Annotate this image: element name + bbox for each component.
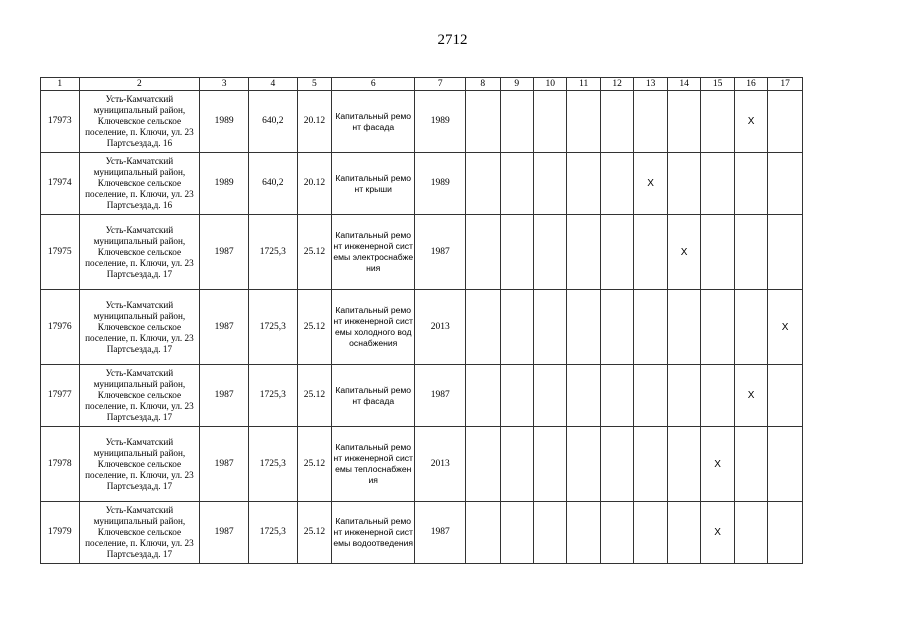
work-type: Капитальный ремонт инженерной системы теплоснабжения <box>332 427 415 502</box>
empty-cell <box>466 91 500 153</box>
empty-cell <box>734 502 767 564</box>
build-year: 1987 <box>200 290 249 365</box>
record-id: 17976 <box>41 290 80 365</box>
value-cell: 25.12 <box>297 290 331 365</box>
work-year: 1987 <box>415 365 466 427</box>
column-number-header: 1 <box>41 78 80 91</box>
table-row <box>41 427 803 502</box>
value-cell: 25.12 <box>297 215 331 290</box>
empty-cell <box>734 290 767 365</box>
address-cell: Усть-Камчатский муниципальный район, Ключевское сельское поселение, п. Ключи, ул. 23 Партсъезда,д. 17 <box>79 215 200 290</box>
mark-cell: X <box>634 153 667 215</box>
empty-cell <box>667 427 700 502</box>
empty-cell <box>634 290 667 365</box>
column-number-header: 17 <box>768 78 803 91</box>
empty-cell <box>768 153 803 215</box>
work-type: Капитальный ремонт фасада <box>332 365 415 427</box>
empty-cell <box>667 153 700 215</box>
mark-cell: X <box>701 427 734 502</box>
empty-cell <box>466 215 500 290</box>
area-cell: 1725,3 <box>248 365 297 427</box>
column-number-header: 13 <box>634 78 667 91</box>
value-cell: 25.12 <box>297 365 331 427</box>
record-id: 17974 <box>41 153 80 215</box>
empty-cell <box>567 91 600 153</box>
table-body <box>41 78 803 564</box>
empty-cell <box>534 502 567 564</box>
column-number-header: 10 <box>534 78 567 91</box>
area-cell: 1725,3 <box>248 290 297 365</box>
build-year: 1987 <box>200 502 249 564</box>
address-cell: Усть-Камчатский муниципальный район, Ключевское сельское поселение, п. Ключи, ул. 23 Партсъезда,д. 17 <box>79 365 200 427</box>
table-row <box>41 153 803 215</box>
empty-cell <box>734 427 767 502</box>
column-number-header: 15 <box>701 78 734 91</box>
mark-cell: X <box>768 290 803 365</box>
empty-cell <box>634 365 667 427</box>
column-number-header: 14 <box>667 78 700 91</box>
empty-cell <box>768 427 803 502</box>
empty-cell <box>534 91 567 153</box>
work-type: Капитальный ремонт инженерной системы водоотведения <box>332 502 415 564</box>
empty-cell <box>600 365 633 427</box>
empty-cell <box>534 427 567 502</box>
empty-cell <box>466 365 500 427</box>
column-number-header: 5 <box>297 78 331 91</box>
column-number-header: 16 <box>734 78 767 91</box>
empty-cell <box>567 502 600 564</box>
work-year: 1989 <box>415 91 466 153</box>
value-cell: 25.12 <box>297 427 331 502</box>
empty-cell <box>466 290 500 365</box>
record-id: 17973 <box>41 91 80 153</box>
record-id: 17975 <box>41 215 80 290</box>
work-year: 1987 <box>415 215 466 290</box>
empty-cell <box>567 153 600 215</box>
empty-cell <box>567 427 600 502</box>
column-number-header: 4 <box>248 78 297 91</box>
empty-cell <box>567 290 600 365</box>
work-year: 1987 <box>415 502 466 564</box>
page-number: 2712 <box>437 32 468 48</box>
empty-cell <box>466 153 500 215</box>
empty-cell <box>734 153 767 215</box>
empty-cell <box>500 502 533 564</box>
empty-cell <box>600 153 633 215</box>
empty-cell <box>701 215 734 290</box>
empty-cell <box>500 91 533 153</box>
empty-cell <box>667 91 700 153</box>
area-cell: 640,2 <box>248 91 297 153</box>
empty-cell <box>500 153 533 215</box>
build-year: 1989 <box>200 91 249 153</box>
area-cell: 1725,3 <box>248 215 297 290</box>
empty-cell <box>534 153 567 215</box>
area-cell: 1725,3 <box>248 427 297 502</box>
empty-cell <box>734 215 767 290</box>
build-year: 1987 <box>200 427 249 502</box>
empty-cell <box>667 365 700 427</box>
empty-cell <box>466 427 500 502</box>
empty-cell <box>600 427 633 502</box>
empty-cell <box>500 365 533 427</box>
record-id: 17978 <box>41 427 80 502</box>
empty-cell <box>567 215 600 290</box>
mark-cell: X <box>734 365 767 427</box>
empty-cell <box>768 91 803 153</box>
table-row <box>41 502 803 564</box>
work-year: 1989 <box>415 153 466 215</box>
empty-cell <box>466 502 500 564</box>
empty-cell <box>667 502 700 564</box>
work-type: Капитальный ремонт инженерной системы холодного водоснабжения <box>332 290 415 365</box>
empty-cell <box>534 215 567 290</box>
repair-schedule-table <box>40 77 803 564</box>
column-number-header: 8 <box>466 78 500 91</box>
empty-cell <box>600 91 633 153</box>
empty-cell <box>634 91 667 153</box>
empty-cell <box>567 365 600 427</box>
column-number-row <box>41 78 803 91</box>
empty-cell <box>634 215 667 290</box>
empty-cell <box>534 365 567 427</box>
table-row <box>41 91 803 153</box>
table-row <box>41 290 803 365</box>
table-row <box>41 215 803 290</box>
work-type: Капитальный ремонт фасада <box>332 91 415 153</box>
value-cell: 20.12 <box>297 91 331 153</box>
empty-cell <box>600 290 633 365</box>
empty-cell <box>500 215 533 290</box>
area-cell: 1725,3 <box>248 502 297 564</box>
record-id: 17979 <box>41 502 80 564</box>
empty-cell <box>500 290 533 365</box>
work-type: Капитальный ремонт инженерной системы электроснабжения <box>332 215 415 290</box>
work-year: 2013 <box>415 290 466 365</box>
empty-cell <box>701 153 734 215</box>
column-number-header: 3 <box>200 78 249 91</box>
empty-cell <box>634 427 667 502</box>
empty-cell <box>768 365 803 427</box>
column-number-header: 12 <box>600 78 633 91</box>
build-year: 1987 <box>200 365 249 427</box>
column-number-header: 6 <box>332 78 415 91</box>
area-cell: 640,2 <box>248 153 297 215</box>
empty-cell <box>701 290 734 365</box>
address-cell: Усть-Камчатский муниципальный район, Ключевское сельское поселение, п. Ключи, ул. 23 Партсъезда,д. 16 <box>79 91 200 153</box>
empty-cell <box>768 215 803 290</box>
column-number-header: 2 <box>79 78 200 91</box>
address-cell: Усть-Камчатский муниципальный район, Ключевское сельское поселение, п. Ключи, ул. 23 Партсъезда,д. 16 <box>79 153 200 215</box>
table-row <box>41 365 803 427</box>
address-cell: Усть-Камчатский муниципальный район, Ключевское сельское поселение, п. Ключи, ул. 23 Партсъезда,д. 17 <box>79 427 200 502</box>
build-year: 1989 <box>200 153 249 215</box>
empty-cell <box>500 427 533 502</box>
address-cell: Усть-Камчатский муниципальный район, Ключевское сельское поселение, п. Ключи, ул. 23 Партсъезда,д. 17 <box>79 502 200 564</box>
empty-cell <box>534 290 567 365</box>
value-cell: 20.12 <box>297 153 331 215</box>
empty-cell <box>768 502 803 564</box>
column-number-header: 11 <box>567 78 600 91</box>
column-number-header: 7 <box>415 78 466 91</box>
record-id: 17977 <box>41 365 80 427</box>
column-number-header: 9 <box>500 78 533 91</box>
work-type: Капитальный ремонт крыши <box>332 153 415 215</box>
empty-cell <box>701 365 734 427</box>
empty-cell <box>600 502 633 564</box>
empty-cell <box>667 290 700 365</box>
work-year: 2013 <box>415 427 466 502</box>
address-cell: Усть-Камчатский муниципальный район, Ключевское сельское поселение, п. Ключи, ул. 23 Партсъезда,д. 17 <box>79 290 200 365</box>
mark-cell: X <box>734 91 767 153</box>
empty-cell <box>701 91 734 153</box>
value-cell: 25.12 <box>297 502 331 564</box>
empty-cell <box>634 502 667 564</box>
mark-cell: X <box>701 502 734 564</box>
empty-cell <box>600 215 633 290</box>
build-year: 1987 <box>200 215 249 290</box>
mark-cell: X <box>667 215 700 290</box>
